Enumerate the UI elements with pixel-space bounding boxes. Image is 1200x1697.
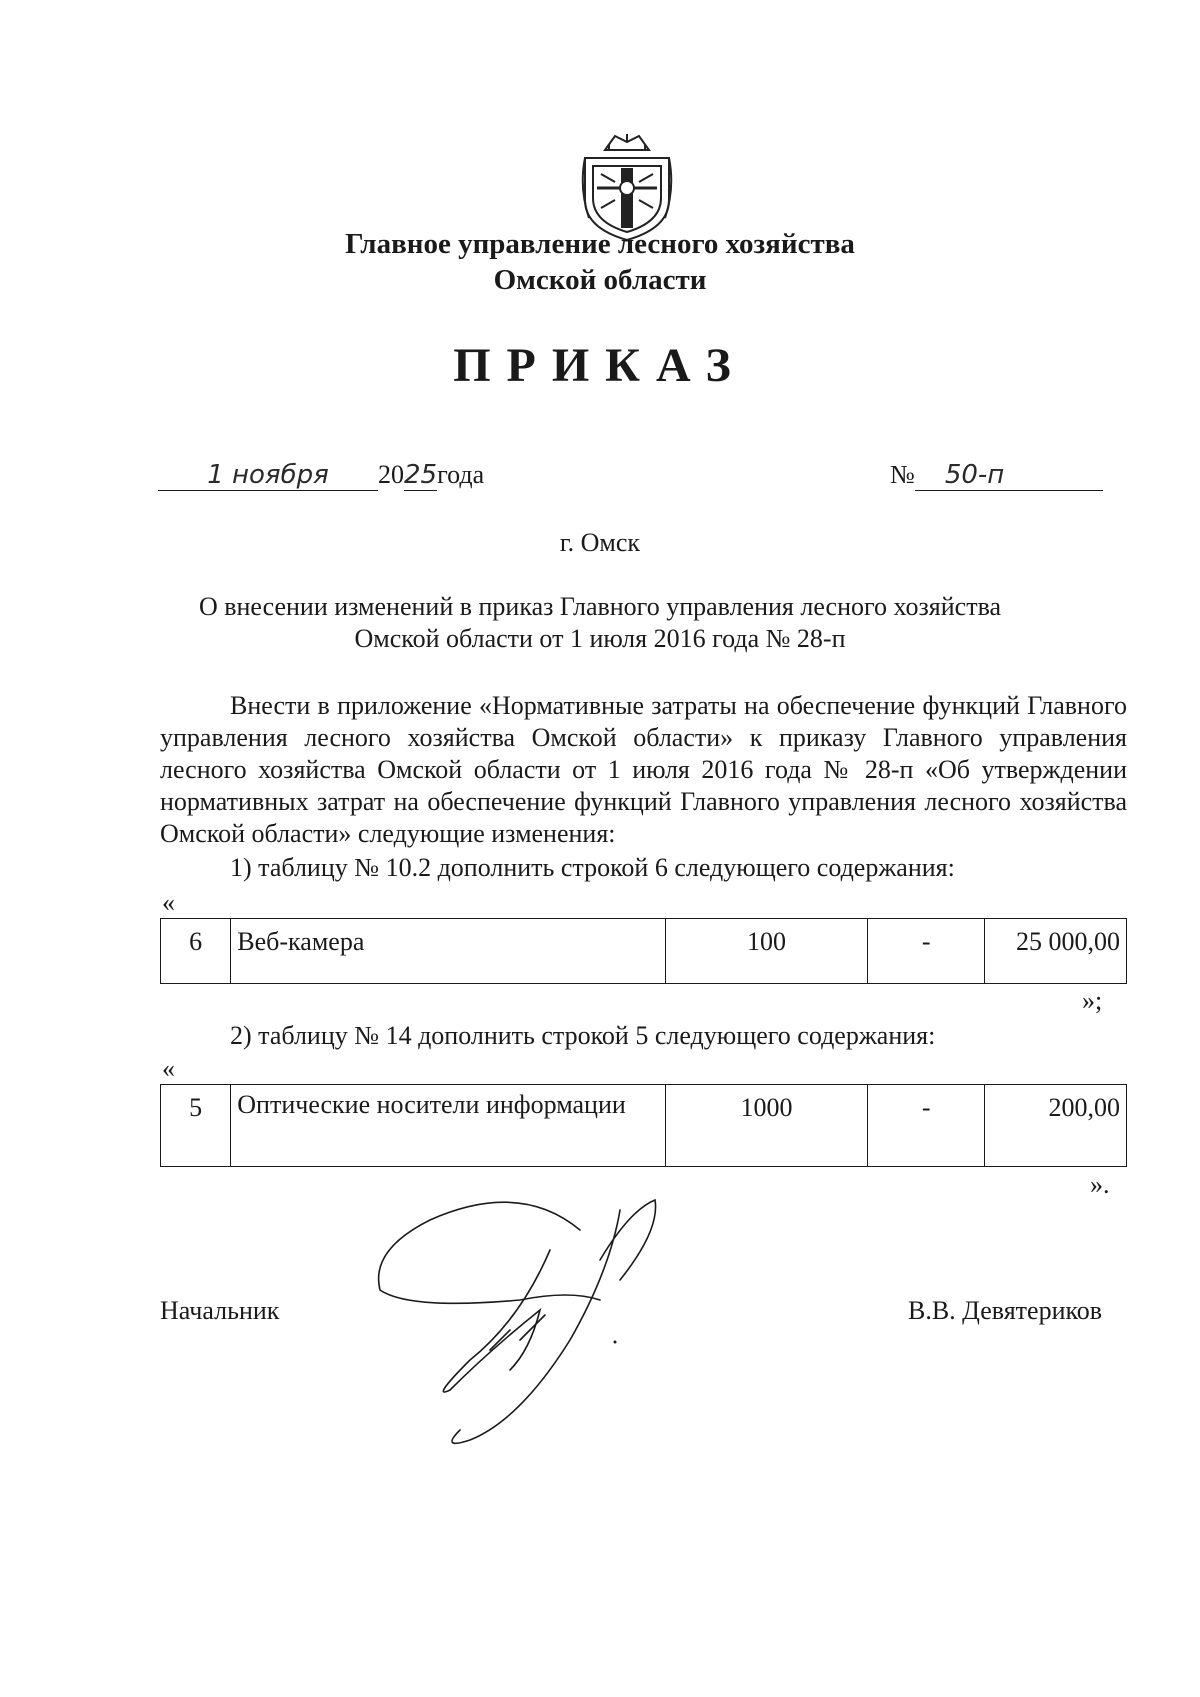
handwritten-signature bbox=[370, 1190, 670, 1460]
subject-line1: О внесении изменений в приказ Главного управления лесного хозяйства bbox=[198, 592, 1002, 621]
year-prefix: 20 bbox=[378, 460, 404, 489]
handwritten-year: 25 bbox=[404, 460, 438, 490]
item1-open-quote: « bbox=[162, 888, 175, 917]
subject-line2: Омской области от 1 июля 2016 года № 28-п bbox=[354, 624, 846, 653]
row-number: 6 bbox=[161, 919, 231, 984]
row-quantity: 1000 bbox=[666, 1085, 868, 1167]
table-row bbox=[161, 1085, 1127, 1167]
item2-text: 2) таблицу № 14 дополнить строкой 5 следующего содержания: bbox=[230, 1021, 936, 1050]
document-type-title: ПРИКАЗ bbox=[453, 339, 747, 392]
signatory-name: В.В. Девятериков bbox=[908, 1296, 1103, 1325]
item1-close-quote: »; bbox=[1082, 986, 1103, 1015]
item2-close-quote: ». bbox=[1090, 1170, 1110, 1199]
order-number-block bbox=[890, 460, 1103, 491]
organization-name-line2: Омской области bbox=[493, 264, 707, 296]
city: г. Омск bbox=[559, 528, 641, 557]
item1-table bbox=[160, 918, 1127, 984]
handwritten-date: 1 ноября bbox=[158, 460, 378, 491]
date-block bbox=[158, 460, 484, 491]
row-price: 200,00 bbox=[985, 1085, 1127, 1167]
number-label: № bbox=[890, 460, 915, 489]
year-suffix: года bbox=[437, 460, 485, 489]
handwritten-order-number: 50-п bbox=[915, 460, 1103, 491]
row-period: - bbox=[867, 1085, 984, 1167]
body-paragraph: Внести в приложение «Нормативные затраты на обеспечение функций Главного управления лесного хозяйства Омской области» к приказу Главного управления лесного хозяйства Омской области от 1 июля 2016 года № 28-п «Об утверждении нормативных затрат на обеспечение функций Главного управления лесного хозяйства Омской области» следующие изменения: bbox=[160, 691, 1127, 848]
row-number: 5 bbox=[161, 1085, 231, 1167]
item2-open-quote: « bbox=[162, 1054, 175, 1083]
row-item-name: Веб-камера bbox=[231, 919, 666, 984]
row-price: 25 000,00 bbox=[985, 919, 1127, 984]
signatory-position: Начальник bbox=[160, 1296, 280, 1325]
row-period: - bbox=[867, 919, 984, 984]
coat-of-arms-emblem bbox=[575, 128, 679, 244]
row-item-name: Оптические носители информации bbox=[231, 1085, 666, 1167]
item1-text: 1) таблицу № 10.2 дополнить строкой 6 следующего содержания: bbox=[230, 853, 955, 882]
row-quantity: 100 bbox=[666, 919, 868, 984]
table-row bbox=[161, 919, 1127, 984]
item2-table bbox=[160, 1084, 1127, 1167]
organization-name-line1: Главное управление лесного хозяйства bbox=[345, 228, 855, 260]
